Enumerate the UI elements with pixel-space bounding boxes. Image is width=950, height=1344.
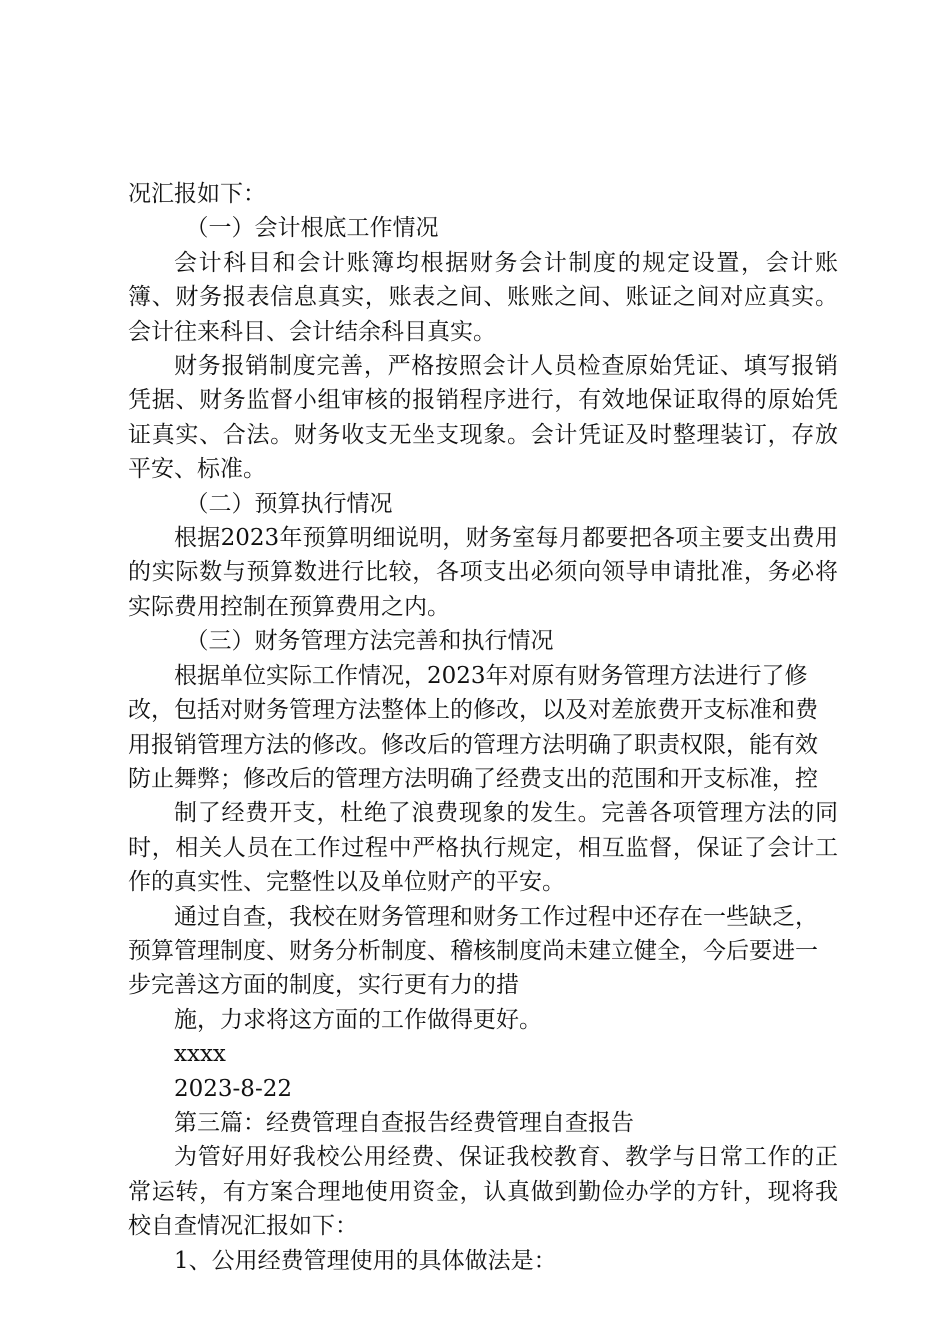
document-body — [128, 177, 838, 1278]
paragraph-measures: 施，力求将这方面的工作做得更好。 — [174, 1006, 542, 1033]
paragraph-budget-comparison: 根据2023年预算明细说明，财务室每月都要把各项主要支出费用的实际数与预算数进行比较，各项支出必须向领导申请批准，务必将实际费用控制在预算费用之内。 — [128, 525, 838, 620]
section-title-part-three: 第三篇：经费管理自查报告经费管理自查报告 — [174, 1109, 634, 1136]
paragraph-report-intro-end: 况汇报如下： — [128, 181, 266, 207]
list-item-funds-practice: 1、公用经费管理使用的具体做法是： — [174, 1247, 557, 1274]
paragraph-accounting-books: 会计科目和会计账簿均根据财务会计制度的规定设置，会计账簿、财务报表信息真实，账表之间、账账之间、账证之间对应真实。会计往来科目、会计结余科目真实。 — [128, 249, 838, 345]
heading-management-methods: （三）财务管理方法完善和执行情况 — [185, 628, 554, 655]
paragraph-method-revision: 根据单位实际工作情况，2023年对原有财务管理方法进行了修改，包括对财务管理方法整体上的修改，以及对差旅费开支标准和费用报销管理方法的修改。修改后的管理方法明确了职责权限，能有效防止舞弊；修改后的管理方法明确了经费支出的范围和开支标准，控 — [128, 662, 818, 792]
paragraph-reimbursement-system: 财务报销制度完善，严格按照会计人员检查原始凭证、填写报销凭据、财务监督小组审核的报销程序进行，有效地保证取得的原始凭证真实、合法。财务收支无坐支现象。会计凭证及时整理装订，存放平安、标准。 — [128, 353, 838, 483]
heading-accounting-basics: （一）会计根底工作情况 — [185, 215, 439, 242]
paragraph-expense-control: 制了经费开支，杜绝了浪费现象的发生。完善各项管理方法的同时，相关人员在工作过程中严格执行规定，相互监督，保证了会计工作的真实性、完整性以及单位财产的平安。 — [128, 800, 838, 896]
paragraph-funds-purpose: 为管好用好我校公用经费、保证我校教育、教学与日常工作的正常运转，有方案合理地使用资金，认真做到勤俭办学的方针，现将我校自查情况汇报如下： — [128, 1144, 838, 1240]
signature-date: 2023-8-22 — [174, 1075, 292, 1102]
signature-name: xxxx — [174, 1041, 226, 1068]
heading-budget-execution: （二）预算执行情况 — [185, 490, 393, 517]
paragraph-self-inspection: 通过自查，我校在财务管理和财务工作过程中还存在一些缺乏，预算管理制度、财务分析制度、稽核制度尚未建立健全，今后要进一步完善这方面的制度，实行更有力的措 — [128, 903, 818, 999]
